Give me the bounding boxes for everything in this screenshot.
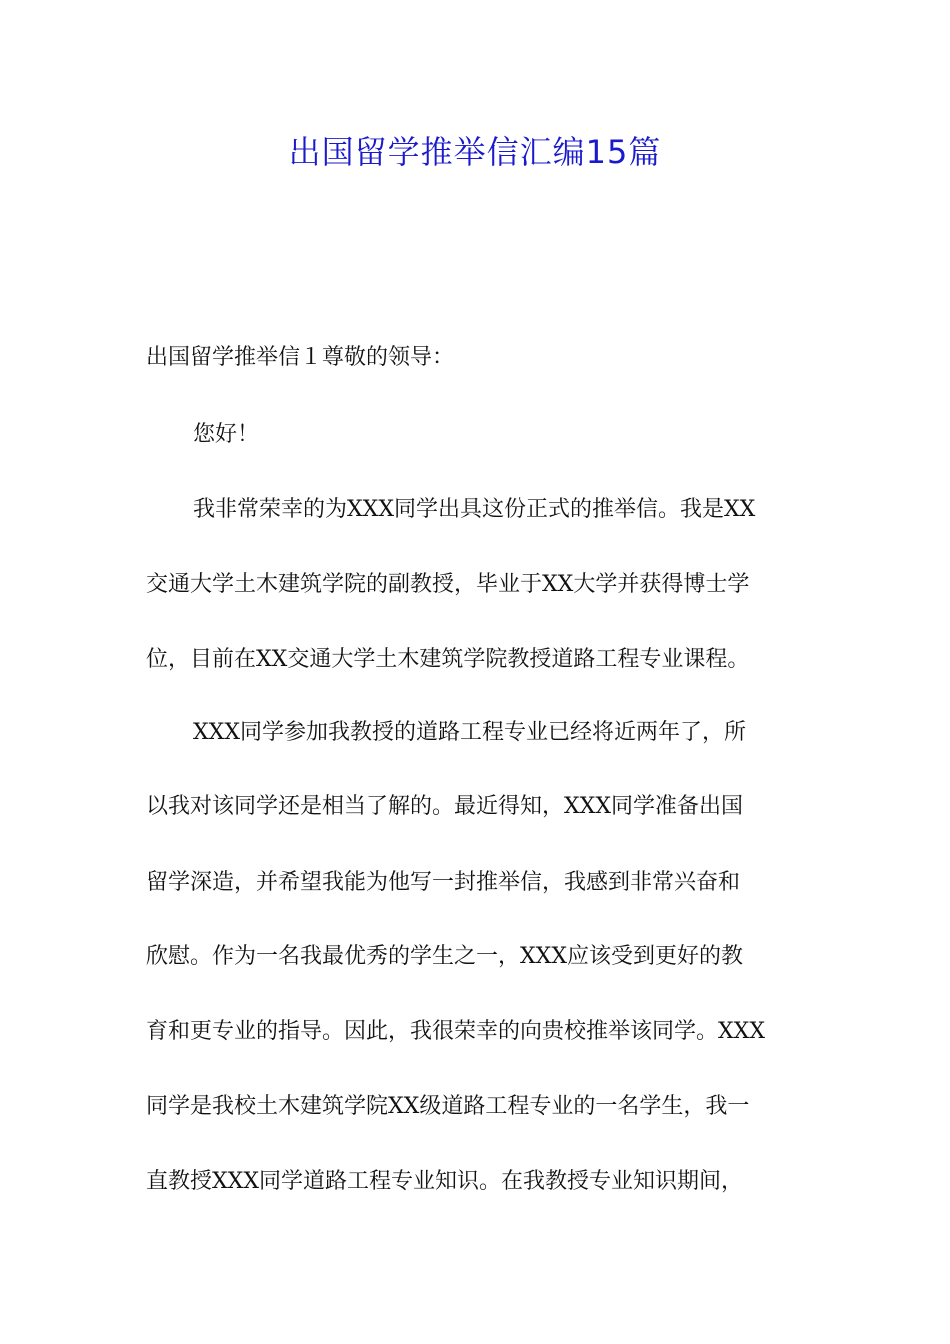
body-line: 以我对该同学还是相当了解的。最近得知，XXX同学准备出国 bbox=[146, 794, 743, 819]
body-line: 留学深造，并希望我能为他写一封推举信，我感到非常兴奋和 bbox=[146, 870, 741, 895]
body-line: XXX同学参加我教授的道路工程专业已经将近两年了，所 bbox=[193, 720, 746, 745]
body-line: 欣慰。作为一名我最优秀的学生之一，XXX应该受到更好的教 bbox=[146, 944, 743, 969]
body-line: 位，目前在XX交通大学土木建筑学院教授道路工程专业课程。 bbox=[146, 647, 750, 672]
body-line-greeting: 您好！ bbox=[193, 422, 260, 447]
document-body bbox=[146, 0, 810, 1344]
body-line: 育和更专业的指导。因此，我很荣幸的向贵校推举该同学。XXX bbox=[146, 1019, 765, 1044]
body-line: 直教授XXX同学道路工程专业知识。在我教授专业知识期间， bbox=[146, 1169, 743, 1194]
body-line: 我非常荣幸的为XXX同学出具这份正式的推举信。我是XX bbox=[193, 497, 756, 522]
body-line: 同学是我校土木建筑学院XX级道路工程专业的一名学生，我一 bbox=[146, 1094, 750, 1119]
body-line: 交通大学土木建筑学院的副教授，毕业于XX大学并获得博士学 bbox=[146, 572, 750, 597]
document-title: 出国留学推举信汇编15篇 bbox=[288, 133, 662, 171]
body-line-salutation: 出国留学推举信１尊敬的领导： bbox=[146, 345, 455, 370]
